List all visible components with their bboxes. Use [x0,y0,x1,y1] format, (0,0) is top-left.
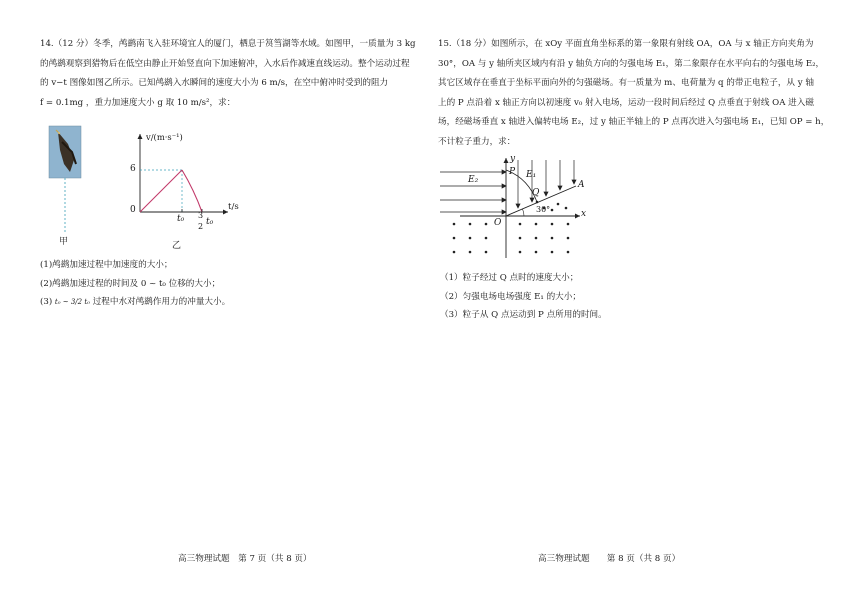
x-tick-2: 2 [198,222,204,231]
figure-yi-label: 乙 [172,241,182,251]
figure-jia [46,124,86,247]
q15-line-1: 15.（18 分）如图所示，在 xOy 平面直角坐标系的第一象限有射线 OA，OA 与 x 轴正方向夹角为 [438,39,814,49]
q14-sub-3 [40,293,230,312]
figure-yi-vt-graph [124,128,254,251]
q14-sub-1: (1)鸬鹚加速过程中加速度的大小； [40,260,173,270]
q14-line-2: 的鸬鹚观察到猎物后在低空由静止开始竖直向下加速俯冲，入水后作减速直线运动。整个运动过程 [40,58,410,69]
magnetic-field-dots [453,203,570,254]
q14-sub-3-text: 过程中水对鸬鹚作用力的冲量大小。 [92,297,231,307]
cormorant-photo [46,124,86,244]
decelerate-curve [182,170,202,212]
question-14 [40,35,420,113]
x-axis-label: t/s [228,202,239,212]
q14-sub-3-prefix: (3) [40,297,53,307]
label-E1: E₁ [526,170,537,180]
page-footer-right: 高三物理试题 第 8 页（共 8 页） [538,554,681,564]
q15-line-5: 场，经磁场垂直 x 轴进入偏转电场 E₂，过 y 轴正半轴上的 P 点再次进入匀强电场 E₁，已知 OP = h， [438,117,830,127]
label-x: x [581,209,587,219]
e1-field-lines [516,160,576,208]
q15-sub-2: （2）匀强电场电场强度 E₁ 的大小； [440,291,581,302]
x-tick-3: 3 [198,211,204,220]
q15-line-6: 不计粒子重力，求： [438,136,516,147]
q15-line-4: 上的 P 点沿着 x 轴正方向以初速度 v₀ 射入电场，运动一段时间后经过 Q 点垂直于射线 OA 进入磁 [438,97,814,108]
label-angle: 30° [536,205,551,214]
q15-line-2: 30°，OA 与 y 轴所夹区域内有沿 y 轴负方向的匀强电场 E₁，第二象限存在水平向右的匀强电场 E₂， [438,58,825,69]
accelerate-segment [140,170,182,212]
y-axis-label: v/(m·s⁻¹) [146,132,183,142]
q14-sub-3-expr: t₀ ~ 3/2 t₀ [54,298,90,306]
q15-subquestions [440,269,607,325]
origin-label: 0 [130,205,136,215]
x-tick-t0-b: t₀ [206,217,214,227]
question-15 [438,35,838,152]
y-tick-6: 6 [130,164,136,174]
q14-sub-2: (2)鸬鹚加速过程的时间及 0 ~ t₀ 位移的大小； [40,278,221,289]
vt-graph-svg [124,128,254,246]
q15-sub-1: （1）粒子经过 Q 点时的速度大小； [440,273,579,283]
q14-line-4: f = 0.1mg ，重力加速度大小 g 取 10 m/s²，求： [40,97,236,108]
label-Q: Q [532,188,540,198]
page-footer-left: 高三物理试题 第 7 页（共 8 页） [178,554,312,564]
q15-sub-3: （3）粒子从 Q 点运动到 P 点所用的时间。 [440,310,607,320]
label-A: A [578,180,585,190]
field-diagram [440,154,600,258]
field-diagram-svg [440,158,600,258]
figure-jia-label: 甲 [59,237,69,247]
x-tick-t0: t₀ [177,214,185,224]
label-P: P [509,167,516,177]
label-E2: E₂ [468,175,479,185]
label-O: O [494,218,502,228]
q15-line-3: 其它区域存在垂直于坐标平面向外的匀强磁场。有一质量为 m、电荷量为 q 的带正电粒子，从 y 轴 [438,78,814,88]
q14-subquestions [40,256,230,312]
q14-line-1: 14.（12 分）冬季，鸬鹚南飞入驻环境宜人的厦门，栖息于筼筜湖等水域。如图甲，一质量为 3 kg [40,39,416,49]
label-y: y [510,154,516,164]
q14-line-3: 的 v−t 图像如图乙所示。已知鸬鹚入水瞬间的速度大小为 6 m/s，在空中俯冲时受到的阻力 [40,78,389,88]
